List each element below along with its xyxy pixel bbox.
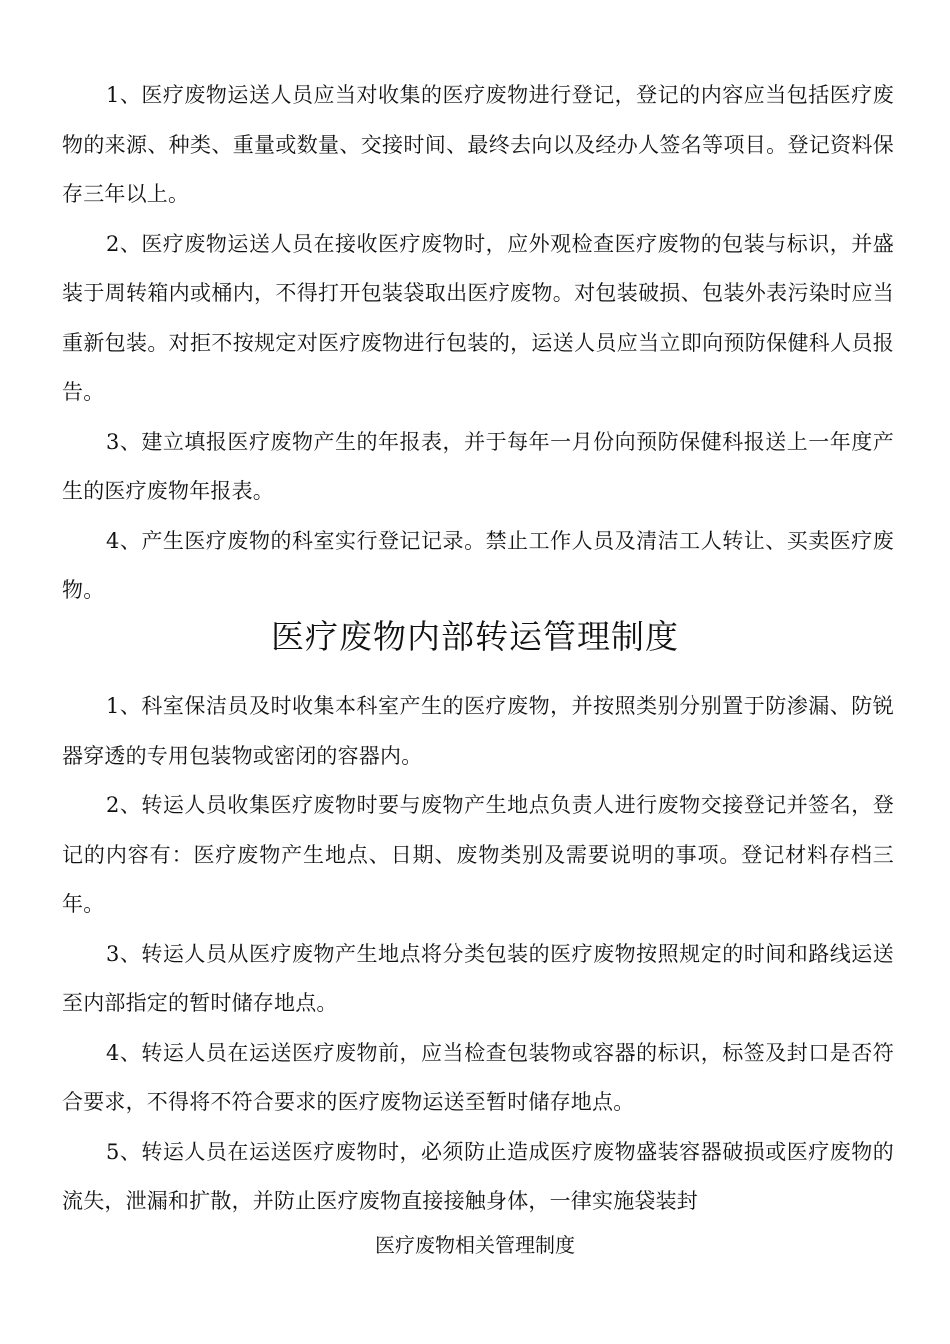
paragraph-4: 4、产生医疗废物的科室实行登记记录。禁止工作人员及清洁工人转让、买卖医疗废物。 (62, 528, 894, 602)
transport-section (62, 682, 894, 1227)
transport-paragraph-1: 1、科室保洁员及时收集本科室产生的医疗废物，并按照类别分别置于防渗漏、防锐器穿透的专用包装物或密闭的容器内。 (62, 694, 894, 768)
paragraph-2: 2、医疗废物运送人员在接收医疗废物时，应外观检查医疗废物的包装与标识，并盛装于周转箱内或桶内，不得打开包装袋取出医疗废物。对包装破损、包装外表污染时应当重新包装。对拒不按规定对医疗废物进行包装的，运送人员应当立即向预防保健科人员报告。 (62, 231, 894, 404)
transport-paragraph-4: 4、转运人员在运送医疗废物前，应当检查包装物或容器的标识，标签及封口是否符合要求，不得将不符合要求的医疗废物运送至暂时储存地点。 (62, 1040, 894, 1114)
paragraph-3: 3、建立填报医疗废物产生的年报表，并于每年一月份向预防保健科报送上一年度产生的医疗废物年报表。 (62, 429, 894, 503)
paragraph-1: 1、医疗废物运送人员应当对收集的医疗废物进行登记，登记的内容应当包括医疗废物的来源、种类、重量或数量、交接时间、最终去向以及经办人签名等项目。登记资料保存三年以上。 (62, 83, 894, 206)
section-title: 医疗废物内部转运管理制度 (271, 617, 679, 656)
registration-section (62, 71, 894, 616)
transport-paragraph-2: 2、转运人员收集医疗废物时要与废物产生地点负责人进行废物交接登记并签名，登记的内容有：医疗废物产生地点、日期、废物类别及需要说明的事项。登记材料存档三年。 (62, 793, 894, 916)
transport-paragraph-3: 3、转运人员从医疗废物产生地点将分类包装的医疗废物按照规定的时间和路线运送至内部指定的暂时储存地点。 (62, 941, 894, 1015)
page-footer: 医疗废物相关管理制度 (375, 1233, 575, 1257)
transport-paragraph-5: 5、转运人员在运送医疗废物时，必须防止造成医疗废物盛装容器破损或医疗废物的流失，泄漏和扩散，并防止医疗废物直接接触身体，一律实施袋装封 (62, 1139, 894, 1213)
